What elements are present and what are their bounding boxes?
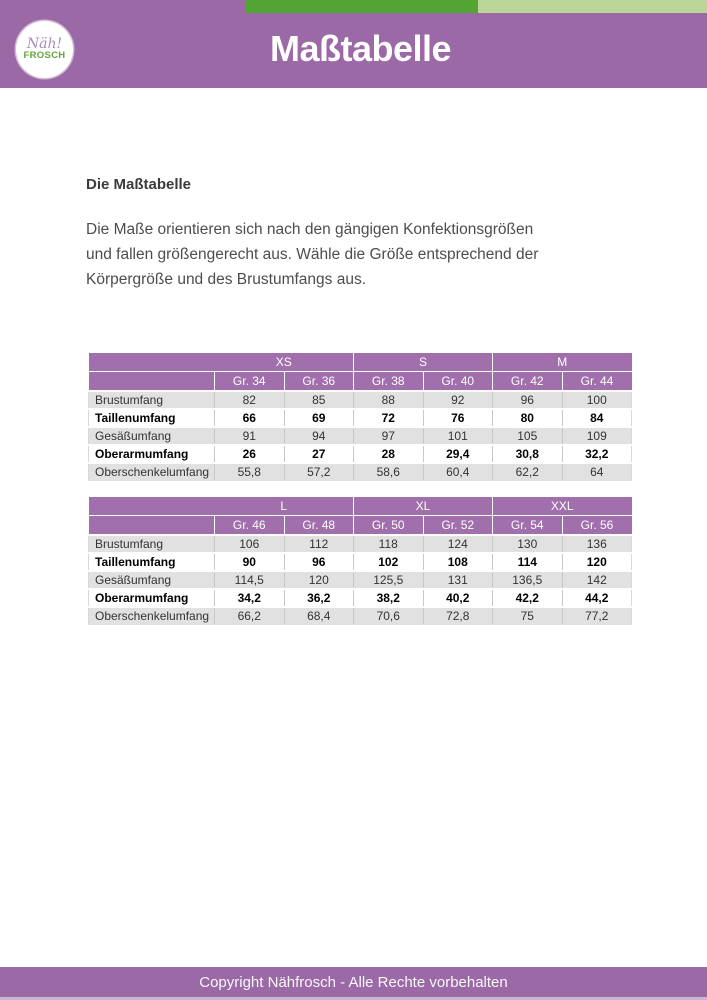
size-header: Gr. 52 [423,516,493,536]
value-cell: 76 [423,409,493,427]
size-header: Gr. 36 [284,372,354,392]
size-table [88,497,632,625]
size-header: Gr. 46 [215,516,285,536]
corner-cell [89,497,215,516]
size-table [88,353,632,481]
size-header: Gr. 42 [493,372,563,392]
value-cell: 84 [562,409,632,427]
value-cell: 112 [284,535,354,553]
value-cell: 114 [493,553,563,571]
measure-row [89,391,632,409]
value-cell: 125,5 [354,571,424,589]
size-header: Gr. 50 [354,516,424,536]
size-group-header: XS [215,353,354,372]
measure-row [89,445,632,463]
value-cell: 108 [423,553,493,571]
value-cell: 34,2 [215,589,285,607]
row-label: Taillenumfang [89,553,215,571]
size-header: Gr. 56 [562,516,632,536]
value-cell: 120 [284,571,354,589]
footer-bar [0,967,707,997]
brand-logo-script: Näh! [26,35,63,52]
size-group-header: L [215,497,354,516]
row-label: Oberschenkelumfang [89,463,215,481]
value-cell: 124 [423,535,493,553]
measure-row [89,535,632,553]
size-header: Gr. 34 [215,372,285,392]
size-header: Gr. 44 [562,372,632,392]
value-cell: 100 [562,391,632,409]
value-cell: 130 [493,535,563,553]
value-cell: 26 [215,445,285,463]
value-cell: 97 [354,427,424,445]
value-cell: 58,6 [354,463,424,481]
row-label: Oberarmumfang [89,589,215,607]
value-cell: 118 [354,535,424,553]
value-cell: 30,8 [493,445,563,463]
value-cell: 131 [423,571,493,589]
corner-cell [89,353,215,372]
value-cell: 36,2 [284,589,354,607]
value-cell: 85 [284,391,354,409]
size-header: Gr. 38 [354,372,424,392]
value-cell: 60,4 [423,463,493,481]
intro-line: Körpergröße und des Brustumfangs aus. [86,271,367,288]
value-cell: 70,6 [354,607,424,625]
value-cell: 142 [562,571,632,589]
value-cell: 72 [354,409,424,427]
header-accent-strip-dark [246,0,478,13]
row-label: Oberarmumfang [89,445,215,463]
value-cell: 57,2 [284,463,354,481]
value-cell: 44,2 [562,589,632,607]
value-cell: 40,2 [423,589,493,607]
header-band [0,0,707,88]
value-cell: 136 [562,535,632,553]
value-cell: 92 [423,391,493,409]
value-cell: 114,5 [215,571,285,589]
row-label: Brustumfang [89,391,215,409]
value-cell: 105 [493,427,563,445]
measure-row [89,607,632,625]
value-cell: 68,4 [284,607,354,625]
value-cell: 90 [215,553,285,571]
value-cell: 29,4 [423,445,493,463]
value-cell: 28 [354,445,424,463]
size-header: Gr. 54 [493,516,563,536]
page-title: Maßtabelle [269,28,452,69]
measure-row [89,553,632,571]
value-cell: 80 [493,409,563,427]
measure-row [89,571,632,589]
value-cell: 32,2 [562,445,632,463]
measure-row [89,427,632,445]
copyright-text: Copyright Nähfrosch - Alle Rechte vorbehalten [199,973,508,991]
value-cell: 62,2 [493,463,563,481]
value-cell: 66,2 [215,607,285,625]
section-heading: Die Maßtabelle [86,176,192,193]
intro-paragraph [86,217,538,292]
value-cell: 64 [562,463,632,481]
value-cell: 42,2 [493,589,563,607]
value-cell: 38,2 [354,589,424,607]
corner-cell [89,372,215,392]
value-cell: 120 [562,553,632,571]
value-cell: 102 [354,553,424,571]
intro-line: Die Maße orientieren sich nach den gängigen Konfektionsgrößen [86,221,534,238]
value-cell: 94 [284,427,354,445]
value-cell: 27 [284,445,354,463]
size-group-header: XXL [493,497,632,516]
size-group-header: M [493,353,632,372]
value-cell: 96 [493,391,563,409]
brand-logo-name: FROSCH [23,49,66,61]
row-label: Gesäßumfang [89,571,215,589]
value-cell: 55,8 [215,463,285,481]
size-header: Gr. 40 [423,372,493,392]
value-cell: 91 [215,427,285,445]
value-cell: 69 [284,409,354,427]
measure-row [89,463,632,481]
intro-line: und fallen größengerecht aus. Wähle die Größe entsprechend der [86,246,539,263]
value-cell: 136,5 [493,571,563,589]
value-cell: 82 [215,391,285,409]
value-cell: 72,8 [423,607,493,625]
value-cell: 66 [215,409,285,427]
corner-cell [89,516,215,536]
measure-row [89,589,632,607]
row-label: Gesäßumfang [89,427,215,445]
header-accent-strip-light [478,0,707,13]
value-cell: 101 [423,427,493,445]
value-cell: 106 [215,535,285,553]
value-cell: 77,2 [562,607,632,625]
size-group-header: XL [354,497,493,516]
size-group-header: S [354,353,493,372]
value-cell: 75 [493,607,563,625]
size-header: Gr. 48 [284,516,354,536]
value-cell: 96 [284,553,354,571]
row-label: Oberschenkelumfang [89,607,215,625]
row-label: Taillenumfang [89,409,215,427]
row-label: Brustumfang [89,535,215,553]
value-cell: 109 [562,427,632,445]
value-cell: 88 [354,391,424,409]
measure-row [89,409,632,427]
